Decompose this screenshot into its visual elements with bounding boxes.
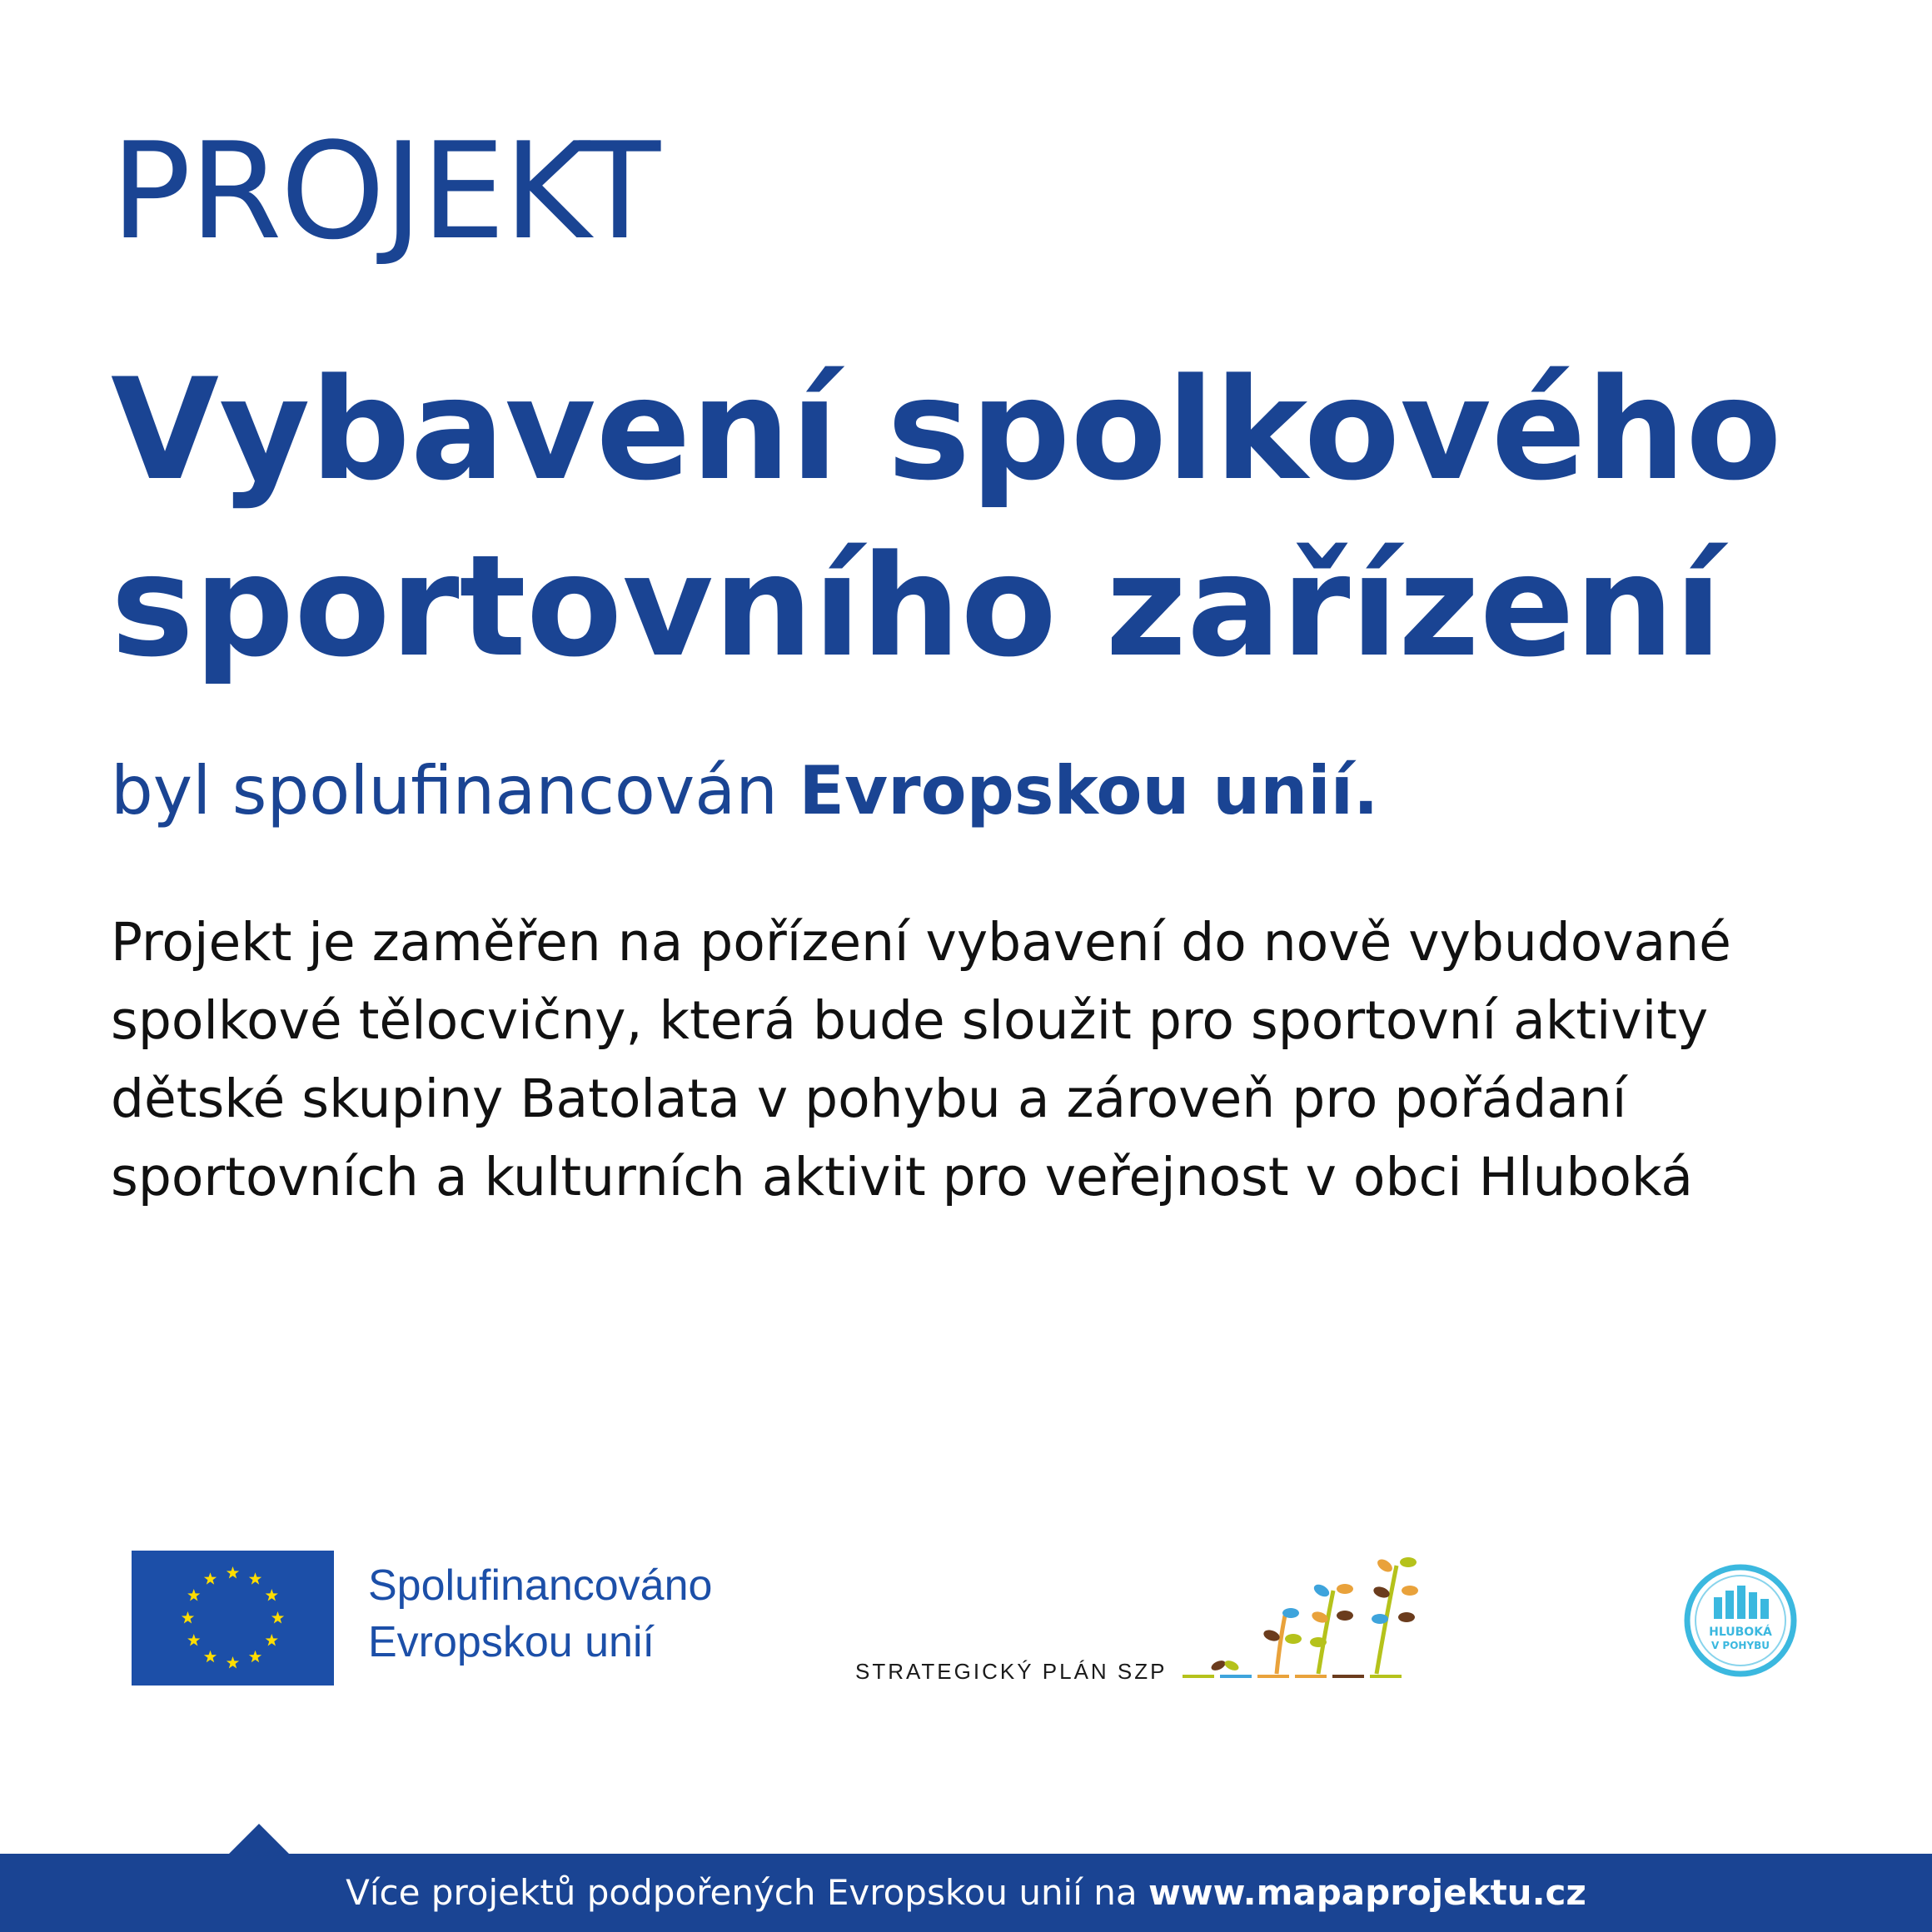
hluboka-badge-line-1: HLUBOKÁ bbox=[1709, 1626, 1772, 1639]
strategic-plan-icon bbox=[1178, 1549, 1511, 1682]
eu-flag-icon bbox=[132, 1551, 334, 1686]
project-title-line-2: sportovního zařízení bbox=[111, 525, 1722, 688]
description-line: sportovních a kulturních aktivit pro veřejnost v obci Hluboká bbox=[111, 1147, 1693, 1208]
project-description bbox=[111, 904, 1860, 1217]
eu-star-icon bbox=[227, 1656, 239, 1668]
hluboka-v-pohybu-badge-icon bbox=[1682, 1562, 1799, 1679]
footer-text: Více projektů podpořených Evropskou unií na bbox=[346, 1872, 1148, 1913]
eu-star-icon bbox=[249, 1651, 261, 1662]
hluboka-badge-line-2: V POHYBU bbox=[1710, 1640, 1770, 1651]
project-title bbox=[111, 341, 1860, 695]
eu-star-icon bbox=[249, 1572, 261, 1584]
eu-star-icon bbox=[204, 1572, 217, 1584]
eu-star-icon bbox=[187, 1634, 200, 1646]
funding-statement bbox=[111, 752, 1379, 829]
footer-link[interactable]: www.mapaprojektu.cz bbox=[1148, 1872, 1586, 1913]
eu-star-icon bbox=[266, 1634, 278, 1646]
eu-star-icon bbox=[227, 1566, 239, 1578]
eu-star-icon bbox=[182, 1611, 194, 1623]
eu-star-icon bbox=[271, 1611, 284, 1623]
eu-star-icon bbox=[266, 1589, 278, 1601]
funding-statement-prefix: byl spolufinancován bbox=[111, 752, 799, 829]
description-line: Projekt je zaměřen na pořízení vybavení do nově vybudované bbox=[111, 912, 1731, 973]
footer-bar bbox=[0, 1854, 1932, 1932]
project-title-line-1: Vybavení spolkového bbox=[111, 348, 1782, 511]
funding-statement-emphasis: Evropskou unií. bbox=[799, 752, 1379, 829]
eu-star-icon bbox=[187, 1589, 200, 1601]
description-line: dětské skupiny Batolata v pohybu a zároveň pro pořádaní bbox=[111, 1068, 1627, 1129]
eu-star-icon bbox=[204, 1651, 217, 1662]
description-line: spolkové tělocvičny, která bude sloužit pro sportovní aktivity bbox=[111, 990, 1709, 1051]
footer-notch bbox=[229, 1824, 289, 1854]
project-kicker: PROJEKT bbox=[111, 113, 660, 269]
eu-cofunded-line-2: Evropskou unií bbox=[368, 1618, 655, 1666]
eu-cofunded-line-1: Spolufinancováno bbox=[368, 1561, 713, 1610]
strategic-plan-label: STRATEGICKÝ PLÁN SZP bbox=[855, 1659, 1168, 1684]
eu-cofunded-label bbox=[368, 1557, 712, 1671]
eu-stars-icon bbox=[132, 1551, 334, 1686]
